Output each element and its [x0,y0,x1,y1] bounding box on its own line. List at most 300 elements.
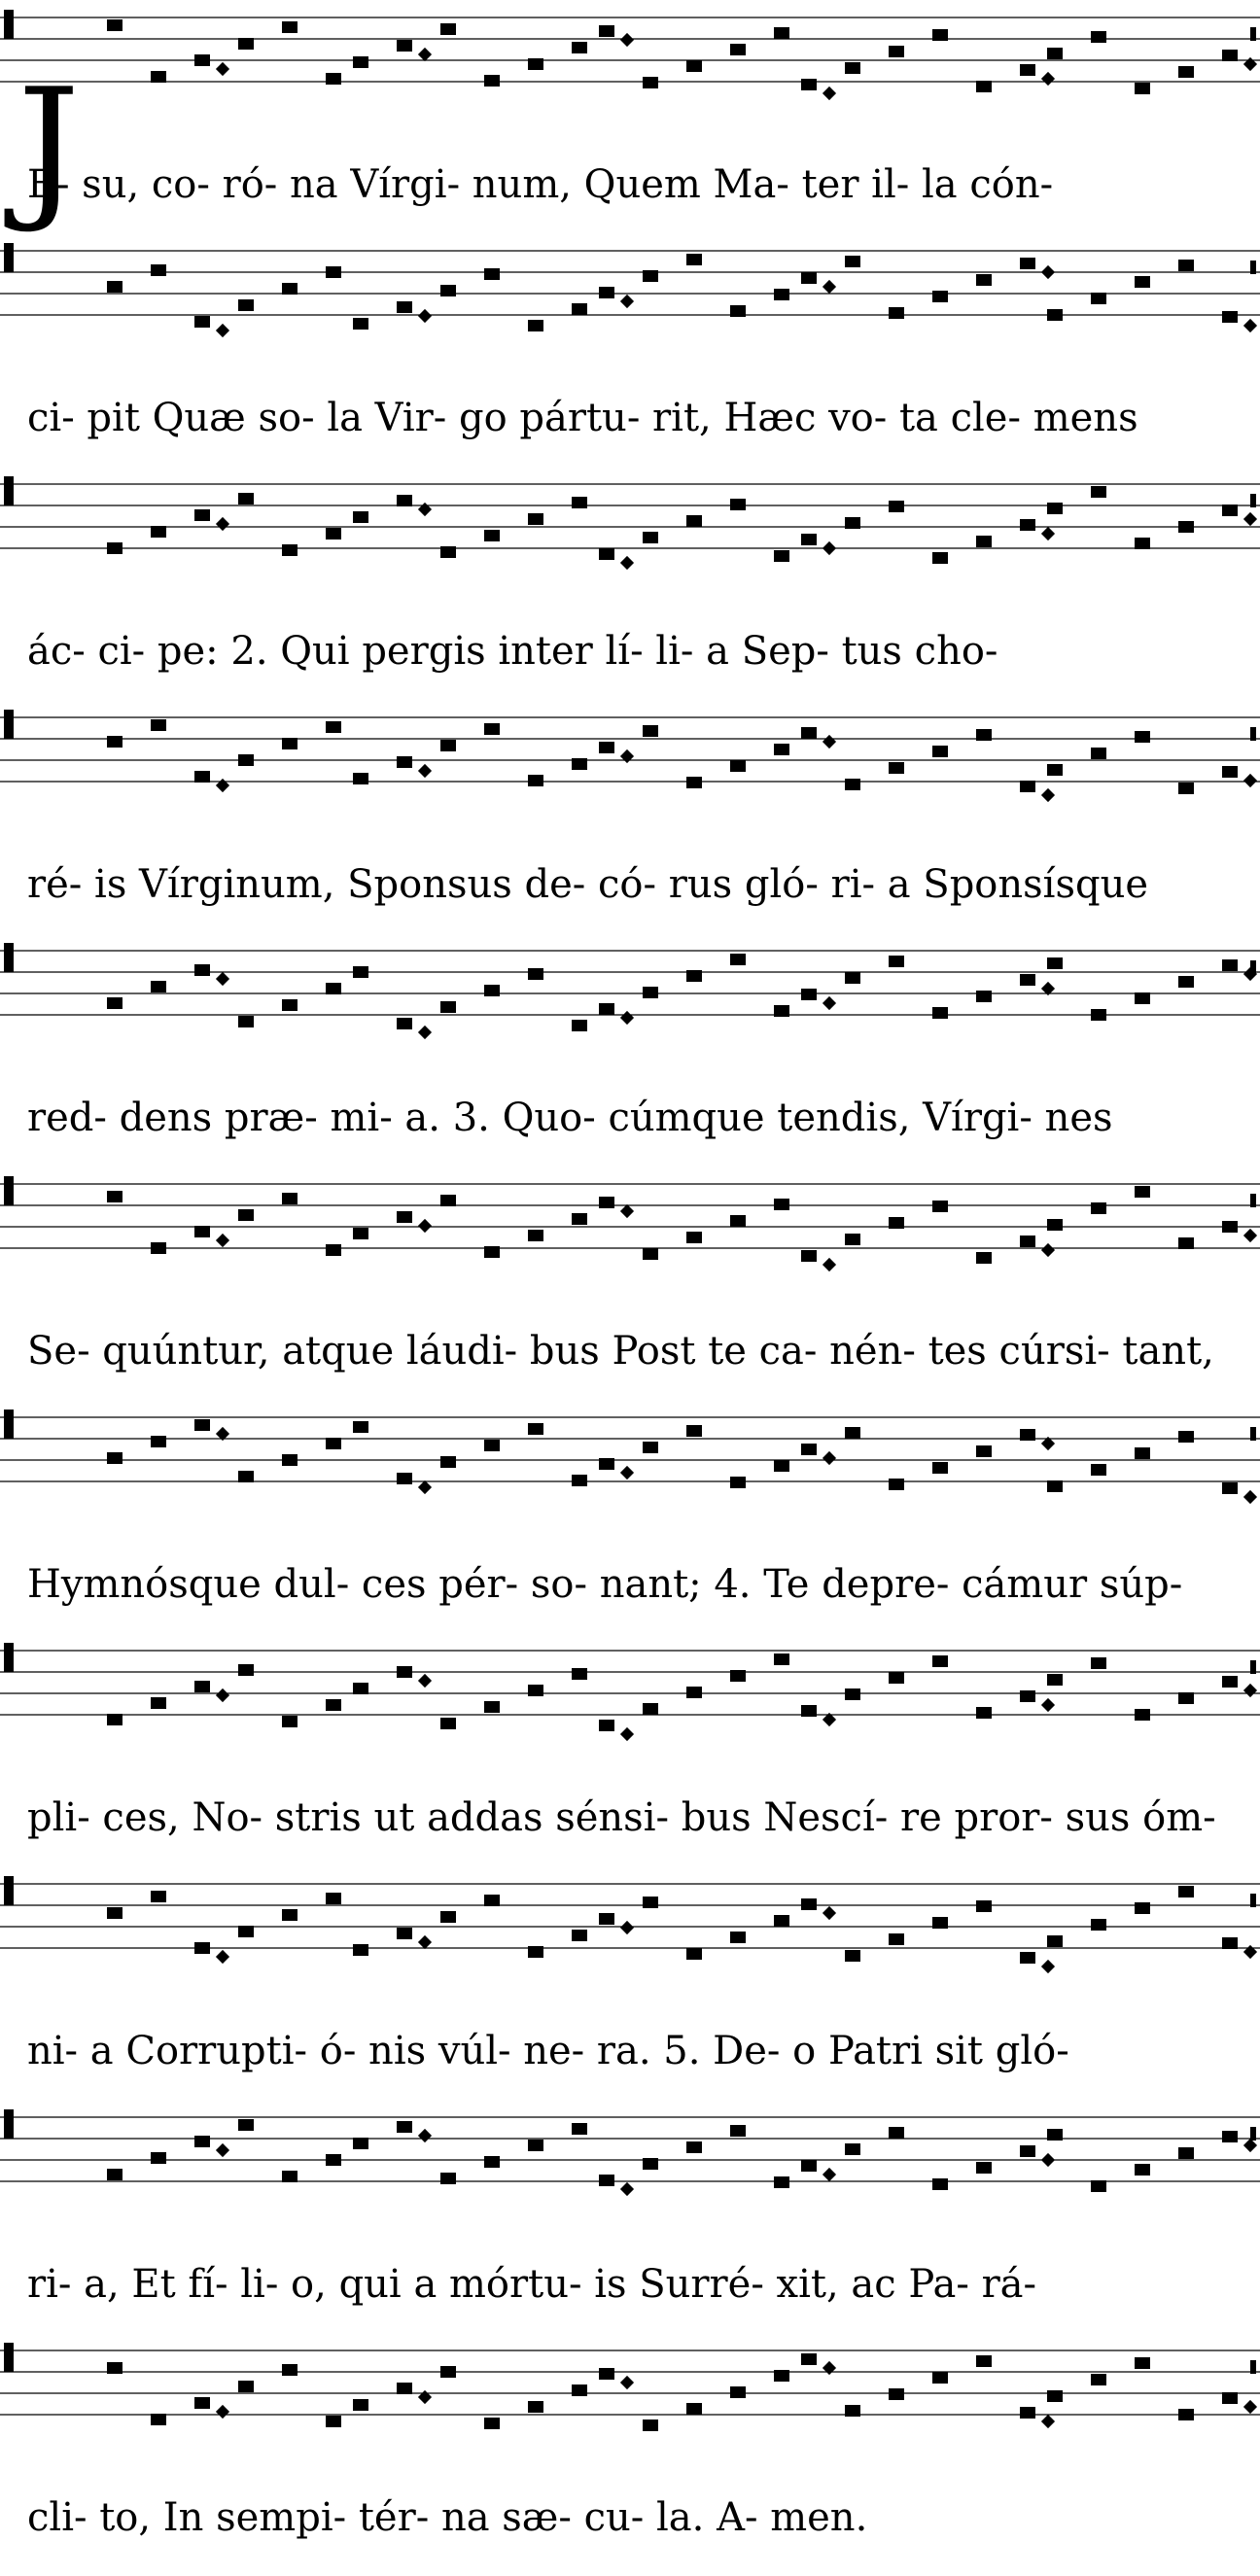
c-clef [4,10,14,39]
neume [643,1248,658,1260]
neume [932,2372,948,2384]
neume [599,287,614,298]
neume [599,1720,614,1731]
neume [107,997,122,1009]
neume [440,546,456,558]
custos [1250,1660,1256,1674]
neume [282,738,298,749]
neume-rhombus [822,2361,836,2375]
neume [1222,959,1238,971]
neume [1020,1690,1035,1702]
neume [643,77,658,88]
neume [572,1668,587,1680]
neume [801,79,817,90]
neume [107,736,122,748]
neume [484,1246,500,1258]
neume [484,1440,500,1451]
c-clef [4,943,14,972]
staff-system [0,933,1260,1176]
neume [643,1897,658,1908]
neume [686,60,702,72]
neume [151,2152,166,2164]
c-clef [4,2109,14,2139]
c-clef [4,243,14,272]
neume [528,2140,543,2151]
c-clef [4,1876,14,1905]
neume-rhombus [620,2376,634,2389]
neume [194,509,210,521]
neume [1178,2409,1194,2420]
neume [643,1703,658,1715]
neume [845,62,860,74]
neume [282,1909,298,1921]
neume-rhombus [216,2405,229,2419]
neume [889,1217,904,1229]
neume [1091,1657,1106,1669]
neume [932,1462,948,1474]
neume [774,289,789,300]
neume-rhombus [1243,1684,1257,1697]
neume [1020,519,1035,531]
staff [0,233,1260,369]
neume [730,760,746,772]
neume [774,744,789,755]
neume [107,281,122,293]
lyrics-line: ri- a, Et fí- li- o, qui a mórtu- is Surré- xit, ac Pa- rá- [27,2262,1037,2307]
neume [238,1209,254,1221]
c-clef [4,710,14,739]
neume-rhombus [216,62,229,76]
neume [889,1933,904,1945]
neume [643,2419,658,2431]
neume [1222,766,1238,778]
neume [397,301,412,313]
neume [194,771,210,783]
neume [572,42,587,53]
neume [976,1445,992,1457]
neume-rhombus [620,295,634,308]
neume [730,1932,746,1943]
staff [0,1633,1260,1769]
neume [282,2364,298,2376]
neume [440,1456,456,1468]
neume-rhombus [822,2168,836,2181]
neume [1222,50,1238,61]
neume [151,719,166,731]
neume [353,1421,368,1433]
neume-rhombus [822,1906,836,1920]
neume [1091,1009,1106,1021]
neume [801,1705,817,1717]
neume [801,1444,817,1455]
neume [282,2171,298,2182]
custos [1250,1194,1256,1207]
neume [107,542,122,554]
neume [1222,1676,1238,1688]
neume [1178,1692,1194,1704]
lyrics-line: ré- is Vírginum, Sponsus de- có- rus gló- ri- a Sponsísque [27,862,1149,907]
neume [1047,1935,1063,1947]
neume [572,2123,587,2135]
neume [774,2176,789,2188]
staff [0,1400,1260,1536]
neume [151,1697,166,1709]
neume-rhombus [620,2182,634,2196]
neume [889,2388,904,2400]
neume [1135,538,1150,549]
custos [1250,1894,1256,1907]
neume [397,756,412,768]
neume-rhombus [822,1451,836,1465]
neume [1135,992,1150,1004]
neume [643,987,658,998]
neume [932,1917,948,1929]
neume [1178,1886,1194,1897]
neume [599,2175,614,2186]
neume [1178,976,1194,988]
neume [528,513,543,525]
neume [730,499,746,510]
neume-rhombus [418,309,432,323]
neume [440,23,456,35]
neume [1020,258,1035,269]
neume-rhombus [1041,788,1055,802]
neume [1020,781,1035,792]
neume [774,2370,789,2382]
neume [889,1672,904,1684]
neume-rhombus [620,1204,634,1218]
neume [845,256,860,267]
neume [599,1913,614,1925]
neume [440,2366,456,2378]
neume [932,746,948,757]
neume [353,773,368,784]
neume [730,44,746,55]
neume [1135,276,1150,288]
lyrics-line: Se- quúntur, atque láudi- bus Post te ca- nén- tes cúrsi- tant, [27,1329,1214,1374]
neume [440,1718,456,1729]
initial-letter: J [18,54,81,236]
neume-rhombus [1243,1229,1257,1242]
neume [528,968,543,980]
neume-rhombus [1041,527,1055,540]
neume [1222,2131,1238,2142]
neume [1135,83,1150,94]
neume [599,25,614,37]
neume [730,305,746,317]
neume-rhombus [418,1026,432,1039]
neume [976,2162,992,2174]
neume [397,1473,412,1484]
neume [238,1016,254,1027]
neume [326,528,341,540]
neume [932,1655,948,1667]
neume [599,742,614,753]
custos [1250,2127,1256,2141]
neume [889,46,904,57]
neume [1135,2164,1150,2176]
neume-rhombus [216,2143,229,2157]
neume-rhombus [418,764,432,778]
neume [1135,1447,1150,1459]
staff-system [0,233,1260,476]
neume-rhombus [620,1727,634,1741]
neume [932,29,948,41]
neume [730,954,746,965]
neume [932,1007,948,1019]
neume [1178,521,1194,533]
neume [151,264,166,276]
neume-rhombus [418,48,432,61]
neume [282,544,298,556]
neume [599,1197,614,1208]
neume [572,497,587,508]
neume [801,2353,817,2365]
neume [801,1250,817,1262]
neume-rhombus [620,749,634,763]
neume [845,1427,860,1439]
neume [976,2355,992,2367]
c-clef [4,1410,14,1439]
neume [730,2386,746,2398]
neume-rhombus [822,996,836,1010]
neume [326,1699,341,1711]
neume [528,58,543,70]
neume-rhombus [216,779,229,792]
lyrics-line: E- su, co- ró- na Vírgi- num, Quem Ma- ter il- la cón- [27,162,1054,207]
neume [1047,1674,1063,1686]
lyrics-line: cli- to, In sempi- tér- na sæ- cu- la. A- men. [27,2495,868,2540]
neume [1222,1482,1238,1494]
neume-rhombus [620,1466,634,1479]
neume [1222,311,1238,323]
neume-rhombus [1243,1490,1257,1504]
neume [845,517,860,529]
neume-rhombus [1041,1698,1055,1712]
neume [976,1252,992,1264]
neume [397,2121,412,2133]
lyrics-line: red- dens præ- mi- a. 3. Quo- cúmque tendis, Vírgi- nes [27,1096,1113,1140]
neume [528,2401,543,2413]
neume [353,966,368,978]
neume [528,320,543,331]
neume [1020,1236,1035,1247]
neume-rhombus [822,87,836,100]
neume [151,981,166,992]
neume-rhombus [1041,2415,1055,2428]
staff [0,2100,1260,2236]
neume [801,272,817,284]
neume-rhombus [1243,774,1257,787]
neume-rhombus [1243,2400,1257,2414]
neume-rhombus [620,556,634,570]
neume [1178,2147,1194,2159]
neume [976,729,992,741]
neume [238,1926,254,1937]
neume [194,1419,210,1431]
neume [572,1020,587,1031]
neume [889,2127,904,2139]
neume [643,1442,658,1453]
neume [238,1664,254,1676]
neume [599,1003,614,1015]
neume [932,1201,948,1212]
neume [686,1948,702,1960]
neume [326,1893,341,1904]
neume [801,2160,817,2172]
c-clef [4,476,14,505]
neume [1047,48,1063,59]
neume [1135,1186,1150,1198]
neume [1047,503,1063,514]
neume [1091,1464,1106,1476]
neume-rhombus [1041,1243,1055,1257]
neume-rhombus [418,2390,432,2404]
neume [353,56,368,68]
neume [326,73,341,85]
neume [889,501,904,512]
neume-rhombus [1243,319,1257,332]
neume [730,1670,746,1682]
staff [0,933,1260,1069]
neume [238,2119,254,2131]
neume [774,1460,789,1472]
neume [194,316,210,328]
neume-rhombus [418,503,432,516]
custos [1250,494,1256,507]
neume [572,1930,587,1941]
neume-rhombus [1243,1945,1257,1959]
neume [326,1438,341,1449]
neume [238,299,254,311]
neume-rhombus [418,1480,432,1494]
neume [686,254,702,265]
neume [643,532,658,543]
neume [194,1226,210,1237]
neume [528,1685,543,1696]
neume-rhombus [620,33,634,47]
neume [238,1471,254,1482]
neume [282,999,298,1011]
c-clef [4,1176,14,1205]
neume [282,1716,298,1727]
neume [774,1915,789,1927]
neume [353,2399,368,2411]
staff-system [0,1400,1260,1643]
neume-rhombus [1041,265,1055,279]
neume [326,983,341,994]
neume [1091,2374,1106,2385]
staff-system [0,700,1260,943]
neume [686,1687,702,1698]
neume-rhombus [418,1674,432,1688]
neume [326,266,341,278]
neume [353,318,368,330]
neume [528,775,543,786]
neume [440,1001,456,1013]
neume [194,2397,210,2409]
neume [889,1479,904,1490]
neume [440,285,456,296]
staff [0,700,1260,836]
neume [599,2368,614,2380]
neume-rhombus [1041,1960,1055,1973]
neume [845,1950,860,1962]
custos [1250,727,1256,741]
neume [194,1681,210,1692]
neume [1047,2390,1063,2402]
neume [1222,1221,1238,1233]
neume [845,2405,860,2417]
staff-system [0,0,1260,243]
neume [1020,1429,1035,1441]
staff-system [0,2333,1260,2576]
neume [643,270,658,282]
neume-rhombus [216,1234,229,1247]
neume-rhombus [620,1921,634,1934]
neume-rhombus [1243,2139,1257,2152]
neume [107,1191,122,1202]
neume [1222,505,1238,516]
neume [976,991,992,1002]
neume [107,2362,122,2374]
neume [1091,1919,1106,1931]
neume [397,1928,412,1939]
neume [151,2414,166,2425]
neume [1020,974,1035,986]
neume [282,283,298,295]
neume [1178,783,1194,794]
neume [353,511,368,523]
neume [440,740,456,751]
neume [484,268,500,280]
neume [484,1895,500,1906]
neume [932,2178,948,2190]
neume [1047,2129,1063,2141]
neume [1091,31,1106,43]
custos [1250,960,1256,974]
neume [194,54,210,66]
neume [397,40,412,52]
neume-rhombus [1243,512,1257,526]
neume [107,1714,122,1725]
neume [397,2383,412,2394]
neume [774,27,789,39]
lyrics-line: Hymnósque dul- ces pér- so- nant; 4. Te depre- cámur súp- [27,1562,1183,1607]
neume [238,493,254,505]
neume [572,1213,587,1225]
neume [730,1215,746,1227]
neume-rhombus [1041,2153,1055,2167]
neume [528,1230,543,1241]
staff [0,0,1260,136]
neume [1091,486,1106,498]
neume [572,1475,587,1486]
staff-system [0,1866,1260,2109]
neume [238,754,254,766]
neume [572,2385,587,2396]
neume [151,1242,166,1254]
neume [1135,2357,1150,2369]
neume [1047,1219,1063,1231]
neume [976,1900,992,1912]
neume [353,2138,368,2149]
neume [484,2418,500,2429]
neume [194,2136,210,2147]
neume [774,1005,789,1017]
staff [0,467,1260,603]
lyrics-line: ci- pit Quæ so- la Vir- go pártu- rit, Hæc vo- ta cle- mens [27,396,1138,440]
